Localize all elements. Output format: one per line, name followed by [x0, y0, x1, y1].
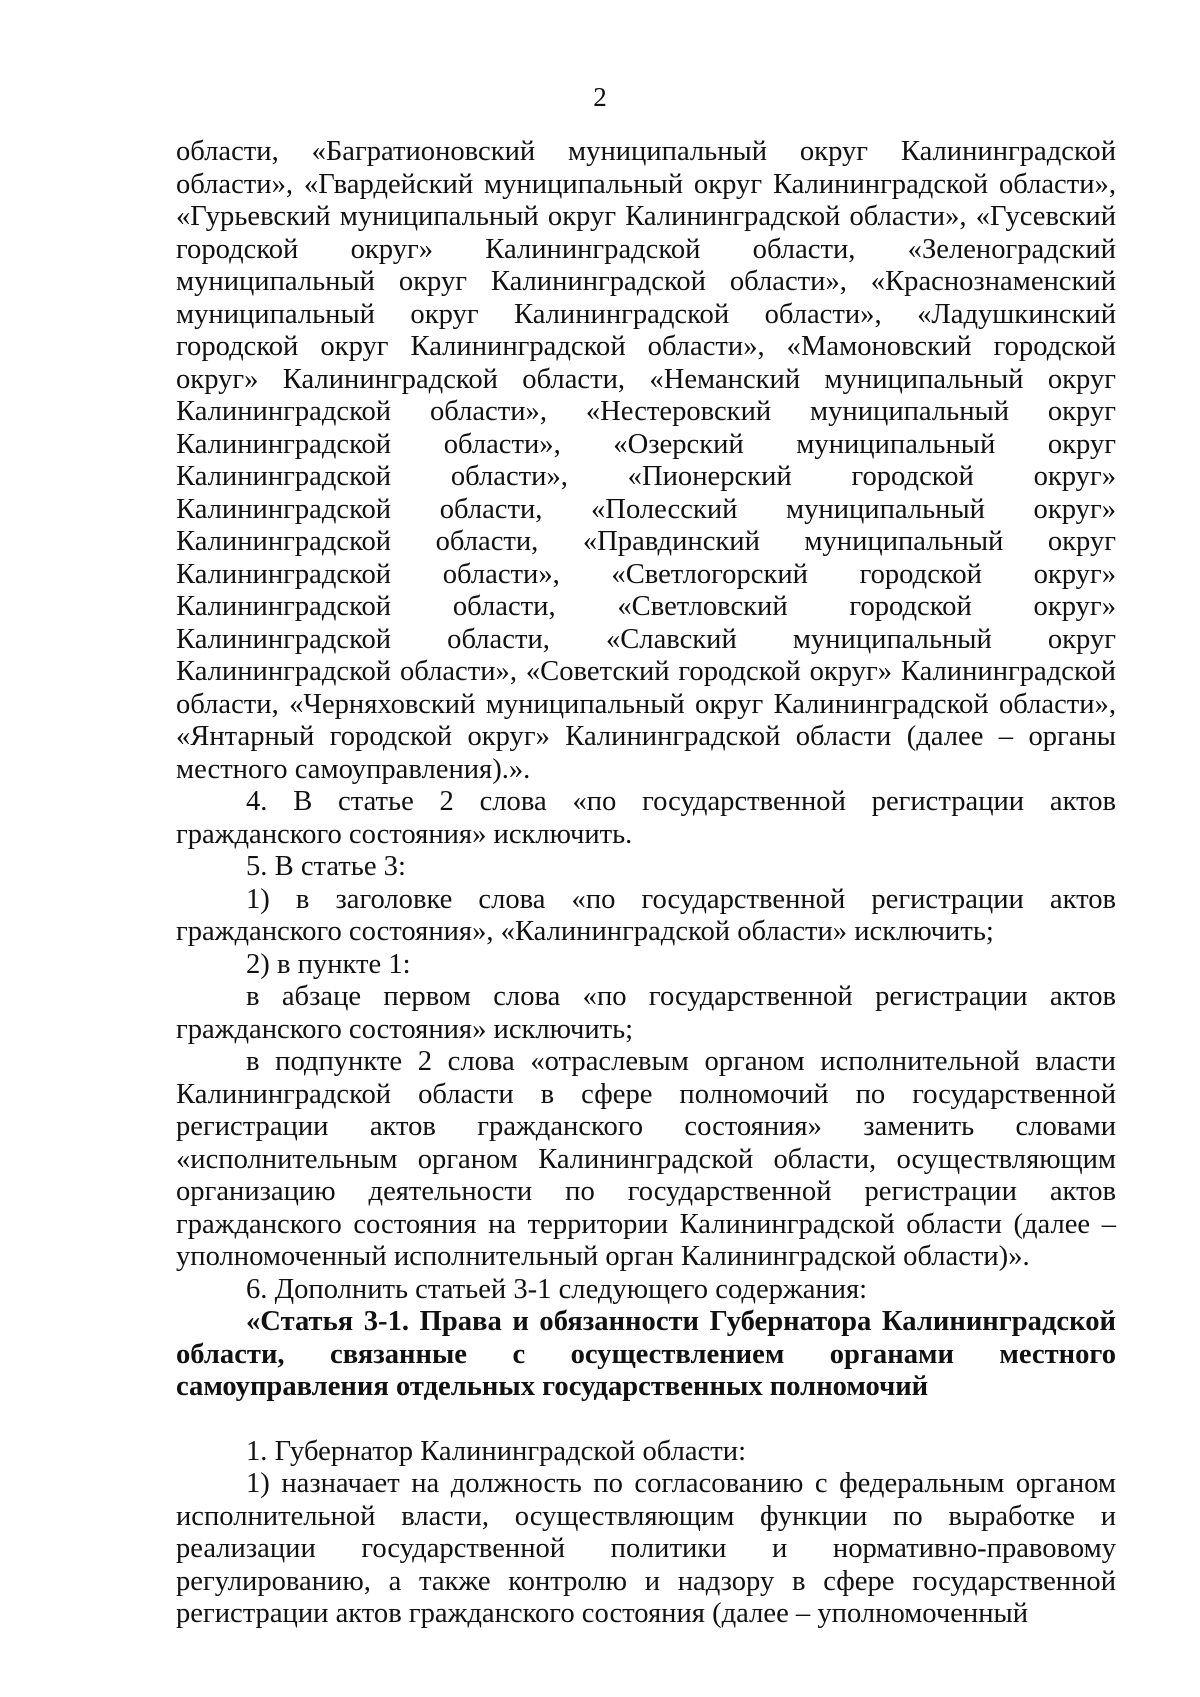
paragraph-item-6: 6. Дополнить статьей 3-1 следующего содержания:: [246, 1273, 868, 1305]
paragraph-governor-1: 1) назначает на должность по согласованию с федеральным органом исполнительной власти, осуществляющим функции по выработке и реализации государственной политики и нормативно-правовому регулированию, а также контролю и надзору в сфере государственной регистрации актов гражданского состояния (далее – уполномоченный: [176, 1468, 1116, 1629]
paragraph-first-abzac: в абзаце первом слова «по государственной регистрации актов гражданского состояния» исключить;: [176, 981, 1116, 1045]
heading-spacer: [176, 1404, 1116, 1436]
paragraph-item-5-1: 1) в заголовке слова «по государственной регистрации актов гражданского состояния», «Калининградской области» исключить;: [176, 883, 1116, 947]
document-body: [176, 136, 1116, 1631]
paragraph-item-5: 5. В статье 3:: [246, 851, 406, 882]
paragraph-subitem-2: в подпункте 2 слова «отраслевым органом исполнительной власти Калининградской области в сфере полномочий по государственной регистрации актов гражданского состояния» заменить словами «исполнительным органом Калининградской области, осуществляющим организацию деятельности по государственной регистрации актов гражданского состояния на территории Калининградской области (далее – уполномоченный исполнительный орган Калининградской области)».: [176, 1046, 1116, 1272]
paragraph-item-4: 4. В статье 2 слова «по государственной регистрации актов гражданского состояния» исключить.: [176, 786, 1116, 850]
paragraph-municipalities-list: области, «Багратионовский муниципальный округ Калининградской области», «Гвардейский муниципальный округ Калининградской области», «Гурьевский муниципальный округ Калининградской области», «Гусевский городской округ» Калининградской области, «Зеленоградский муниципальный округ Калининградской области», «Краснознаменский муниципальный округ Калининградской области», «Ладушкинский городской округ Калининградской области», «Мамоновский городской округ» Калининградской области, «Неманский муниципальный округ Калининградской области», «Нестеровский муниципальный округ Калининградской области», «Озерский муниципальный округ Калининградской области», «Пионерский городской округ» Калининградской области, «Полесский муниципальный округ» Калининградской области, «Правдинский муниципальный округ Калининградской области», «Светлогорский городской округ» Калининградской области, «Светловский городской округ» Калининградской области, «Славский муниципальный округ Калининградской области», «Советский городской округ» Калининградской области, «Черняховский муниципальный округ Калининградской области», «Янтарный городской округ» Калининградской области (далее – органы местного самоуправления).».: [176, 136, 1116, 785]
article-heading: «Статья 3-1. Права и обязанности Губернатора Калининградской области, связанные с осуществлением органами местного самоуправления отдельных государственных полномочий: [176, 1306, 1116, 1402]
page-number: 2: [593, 82, 607, 112]
paragraph-governor: 1. Губернатор Калининградской области:: [246, 1435, 747, 1467]
paragraph-item-5-2: 2) в пункте 1:: [246, 948, 411, 980]
